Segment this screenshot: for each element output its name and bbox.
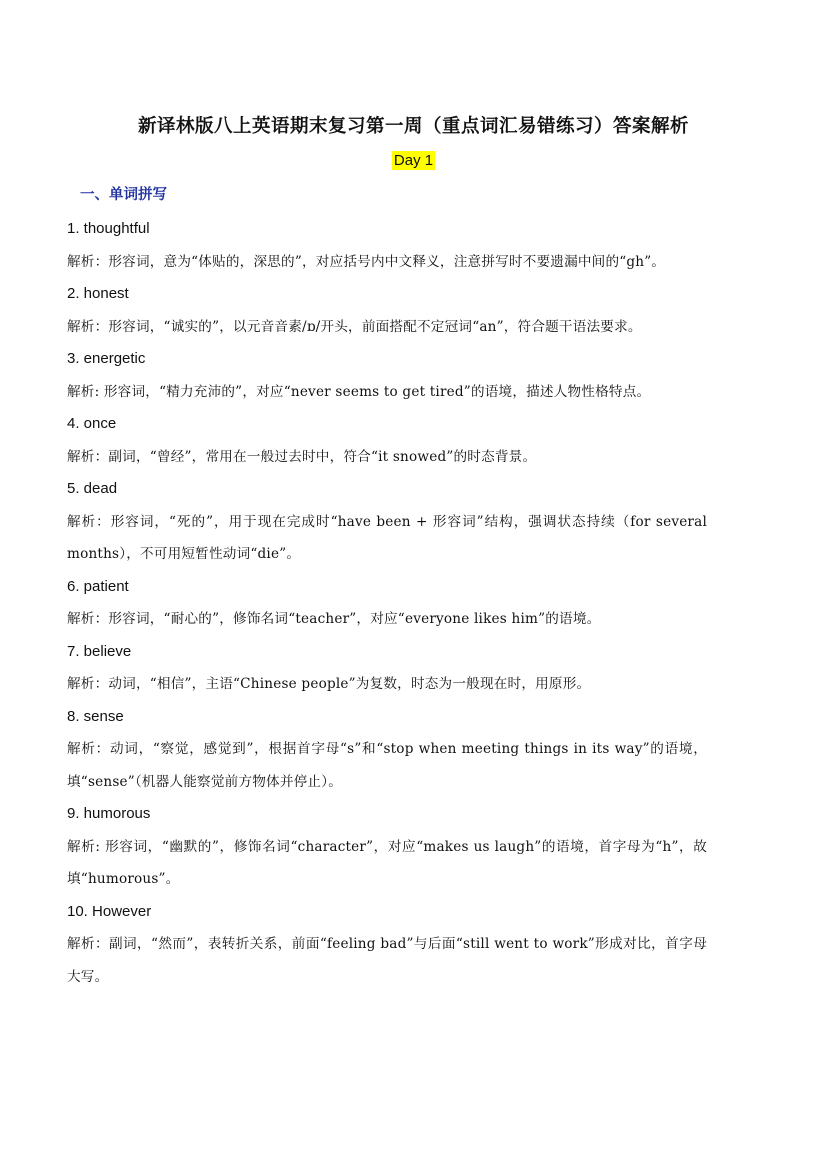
answer-explanation: 解析：动词，“察觉，感觉到”，根据首字母“s”和“stop when meeting things in its way”的语境，填“sense”（机器人能察觉前方物体并停止）。 (67, 741, 707, 790)
answer-item-4 (67, 408, 707, 473)
answer-item-3 (67, 343, 707, 408)
answer-item-6 (67, 571, 707, 636)
answer-explanation: 解析：动词，“相信”，主语“Chinese people”为复数，时态为一般现在时，用原形。 (67, 676, 591, 692)
answer-item-7 (67, 636, 707, 701)
answer-list (67, 213, 707, 993)
answer-word: 5. dead (67, 480, 118, 497)
answer-item-1 (67, 213, 707, 278)
answer-item-5 (67, 473, 707, 571)
answer-explanation: 解析：形容词，“耐心的”，修饰名词“teacher”，对应“everyone likes him”的语境。 (67, 611, 601, 627)
answer-item-9 (67, 798, 707, 896)
answer-explanation: 解析：形容词，“死的”，用于现在完成时“have been + 形容词”结构，强调状态持续（for several months），不可用短暂性动词“die”。 (67, 513, 707, 562)
answer-word: 4. once (67, 415, 117, 432)
answer-word: 8. sense (67, 707, 124, 725)
answer-word: 7. believe (67, 642, 132, 660)
answer-item-8 (67, 701, 707, 799)
answer-explanation: 解析：副词，“然而”，表转折关系，前面“feeling bad”与后面“still went to work”形成对比，首字母大写。 (67, 936, 707, 985)
answer-word: 3. energetic (67, 350, 146, 367)
answer-word: 1. thoughtful (67, 220, 150, 237)
day-label-wrap (0, 150, 827, 169)
answer-explanation: 解析: 形容词，“幽默的”，修饰名词“character”，对应“makes us laugh”的语境，首字母为“h”，故填“humorous”。 (67, 838, 707, 887)
section-heading: 一、单词拼写 (80, 186, 167, 203)
answer-word: 9. humorous (67, 805, 151, 822)
document-title: 新译林版八上英语期末复习第一周（重点词汇易错练习）答案解析 (137, 116, 689, 137)
answer-explanation: 解析：形容词，“诚实的”，以元音音素/ɒ/开头，前面搭配不定冠词“an”，符合题干语法要求。 (67, 318, 642, 335)
answer-word: 10. However (67, 902, 152, 920)
answer-item-10 (67, 896, 707, 994)
answer-word: 2. honest (67, 285, 129, 302)
answer-explanation: 解析：形容词，意为“体贴的，深思的”，对应括号内中文释义，注意拼写时不要遗漏中间的“gh”。 (67, 253, 666, 270)
day-label: Day 1 (393, 152, 434, 169)
answer-explanation: 解析: 形容词，“精力充沛的”，对应“never seems to get tired”的语境，描述人物性格特点。 (67, 383, 651, 400)
answer-explanation: 解析：副词，“曾经”，常用在一般过去时中，符合“it snowed”的时态背景。 (67, 448, 537, 465)
answer-word: 6. patient (67, 577, 129, 595)
answer-item-2 (67, 278, 707, 343)
